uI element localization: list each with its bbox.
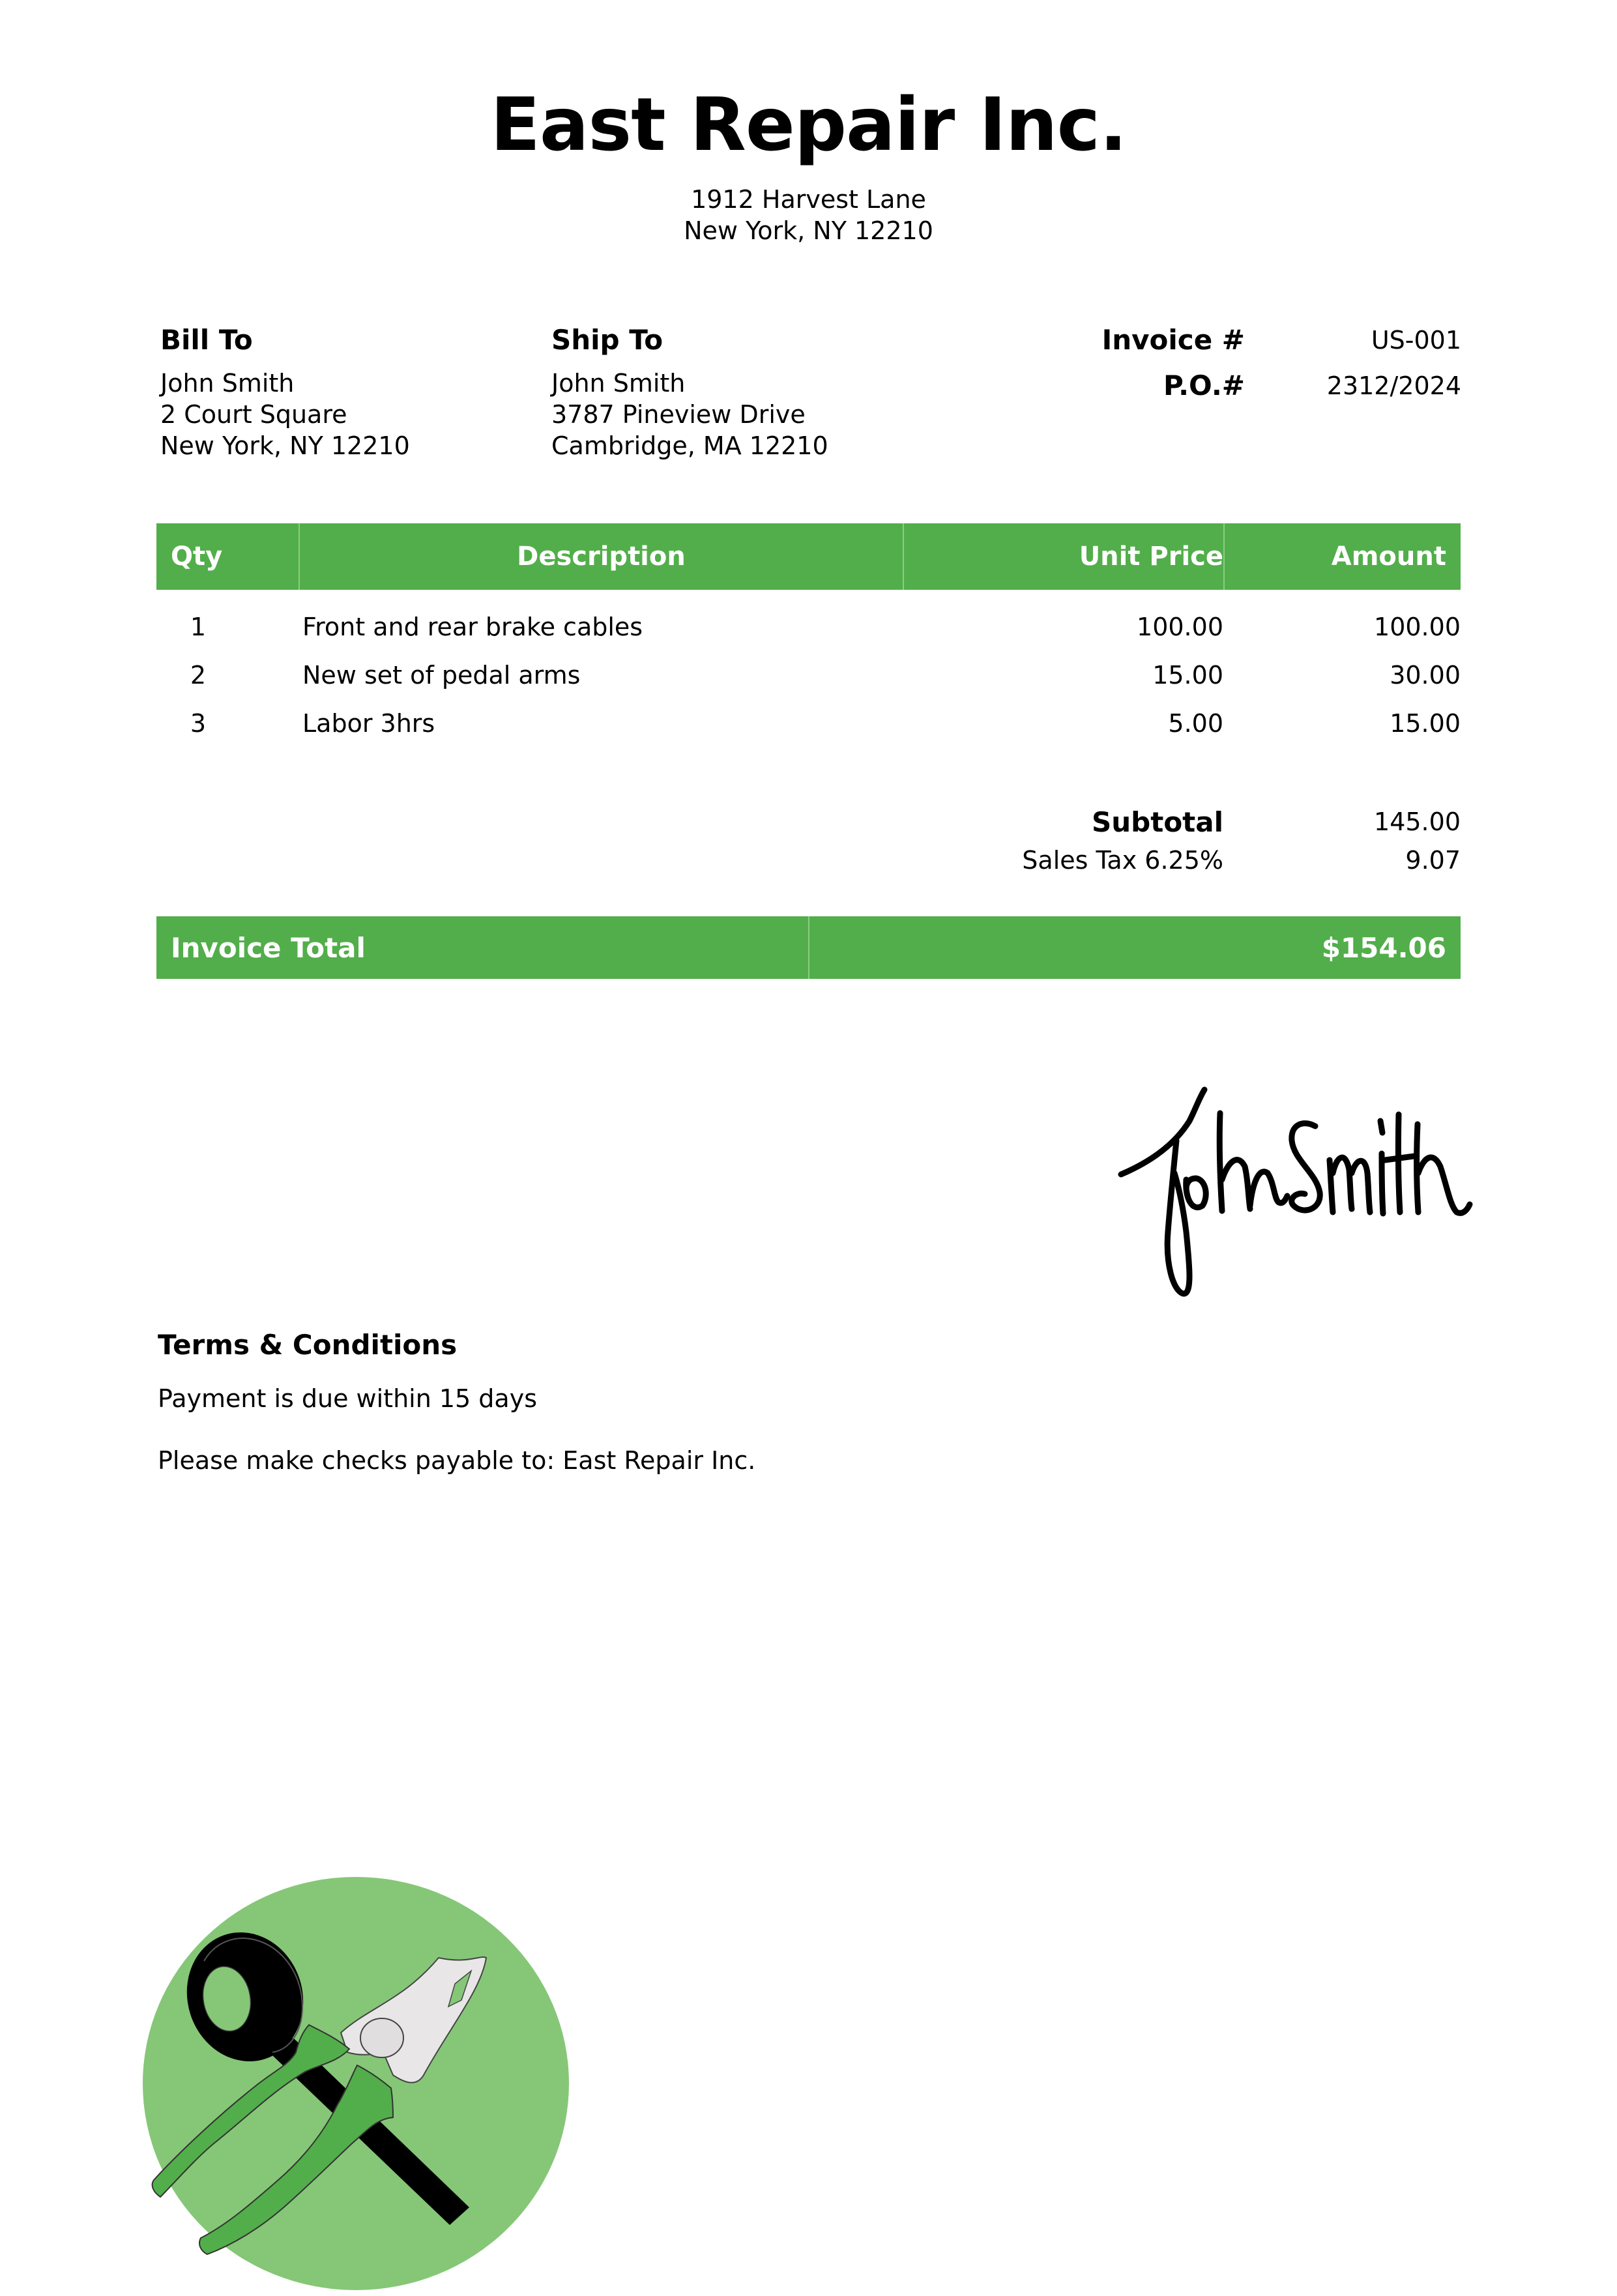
ship-to-block xyxy=(551,322,828,461)
po-number-value: 2312/2024 xyxy=(1326,371,1461,400)
cell-description: Front and rear brake cables xyxy=(302,613,643,641)
company-address-line2: New York, NY 12210 xyxy=(684,216,933,245)
po-number-row xyxy=(1017,368,1461,413)
subtotal-value: 145.00 xyxy=(1374,807,1461,836)
invoice-number-row xyxy=(1017,322,1461,368)
totals-block xyxy=(903,803,1461,880)
tax-value: 9.07 xyxy=(1405,846,1461,875)
terms-section xyxy=(158,1326,755,1507)
tools-logo-icon xyxy=(142,1876,570,2293)
cell-qty: 2 xyxy=(190,661,207,690)
cell-qty: 3 xyxy=(190,709,207,738)
invoice-meta xyxy=(1017,322,1461,413)
tax-label: Sales Tax 6.25% xyxy=(1022,846,1223,875)
table-row xyxy=(156,651,1461,699)
table-row xyxy=(156,699,1461,748)
cell-qty: 1 xyxy=(190,613,207,641)
header-qty: Qty xyxy=(171,542,223,572)
header-description: Description xyxy=(299,523,903,590)
terms-payable-to: Please make checks payable to: East Repair Inc. xyxy=(158,1446,756,1475)
company-address-line1: 1912 Harvest Lane xyxy=(691,185,926,214)
invoice-number-label: Invoice # xyxy=(1101,324,1245,356)
bill-to-heading: Bill To xyxy=(160,324,253,356)
po-number-label: P.O.# xyxy=(1163,370,1245,401)
signature-image xyxy=(1108,1075,1473,1310)
invoice-number-value: US-001 xyxy=(1371,326,1461,355)
bill-to-name: John Smith xyxy=(160,369,295,398)
invoice-total-bar xyxy=(156,916,1461,979)
bill-to-street: 2 Court Square xyxy=(160,400,347,429)
ship-to-name: John Smith xyxy=(551,369,686,398)
terms-heading: Terms & Conditions xyxy=(158,1329,458,1361)
subtotal-row xyxy=(903,803,1461,841)
cell-description: New set of pedal arms xyxy=(302,661,581,690)
company-name: East Repair Inc. xyxy=(490,83,1127,167)
company-logo xyxy=(142,1876,570,2293)
cell-unit-price: 100.00 xyxy=(1137,613,1223,641)
signature-icon xyxy=(1108,1075,1473,1310)
table-body xyxy=(156,590,1461,748)
tax-row xyxy=(903,841,1461,880)
ship-to-street: 3787 Pineview Drive xyxy=(551,400,806,429)
invoice-total-label: Invoice Total xyxy=(171,931,366,964)
line-items-table xyxy=(156,523,1461,748)
cell-amount: 100.00 xyxy=(1374,613,1461,641)
company-address xyxy=(0,184,1617,246)
terms-payment-due: Payment is due within 15 days xyxy=(158,1384,538,1413)
header-amount: Amount xyxy=(1223,523,1461,590)
ship-to-city: Cambridge, MA 12210 xyxy=(551,431,828,460)
subtotal-label: Subtotal xyxy=(1092,806,1223,838)
cell-unit-price: 15.00 xyxy=(1152,661,1223,690)
invoice-total-value: $154.06 xyxy=(808,916,1461,979)
bill-to-block xyxy=(160,322,410,461)
bill-to-city: New York, NY 12210 xyxy=(160,431,410,460)
cell-description: Labor 3hrs xyxy=(302,709,435,738)
cell-unit-price: 5.00 xyxy=(1168,709,1223,738)
table-header xyxy=(156,523,1461,590)
header-unit-price: Unit Price xyxy=(903,523,1223,590)
ship-to-heading: Ship To xyxy=(551,324,663,356)
table-row xyxy=(156,603,1461,651)
cell-amount: 15.00 xyxy=(1390,709,1461,738)
cell-amount: 30.00 xyxy=(1390,661,1461,690)
